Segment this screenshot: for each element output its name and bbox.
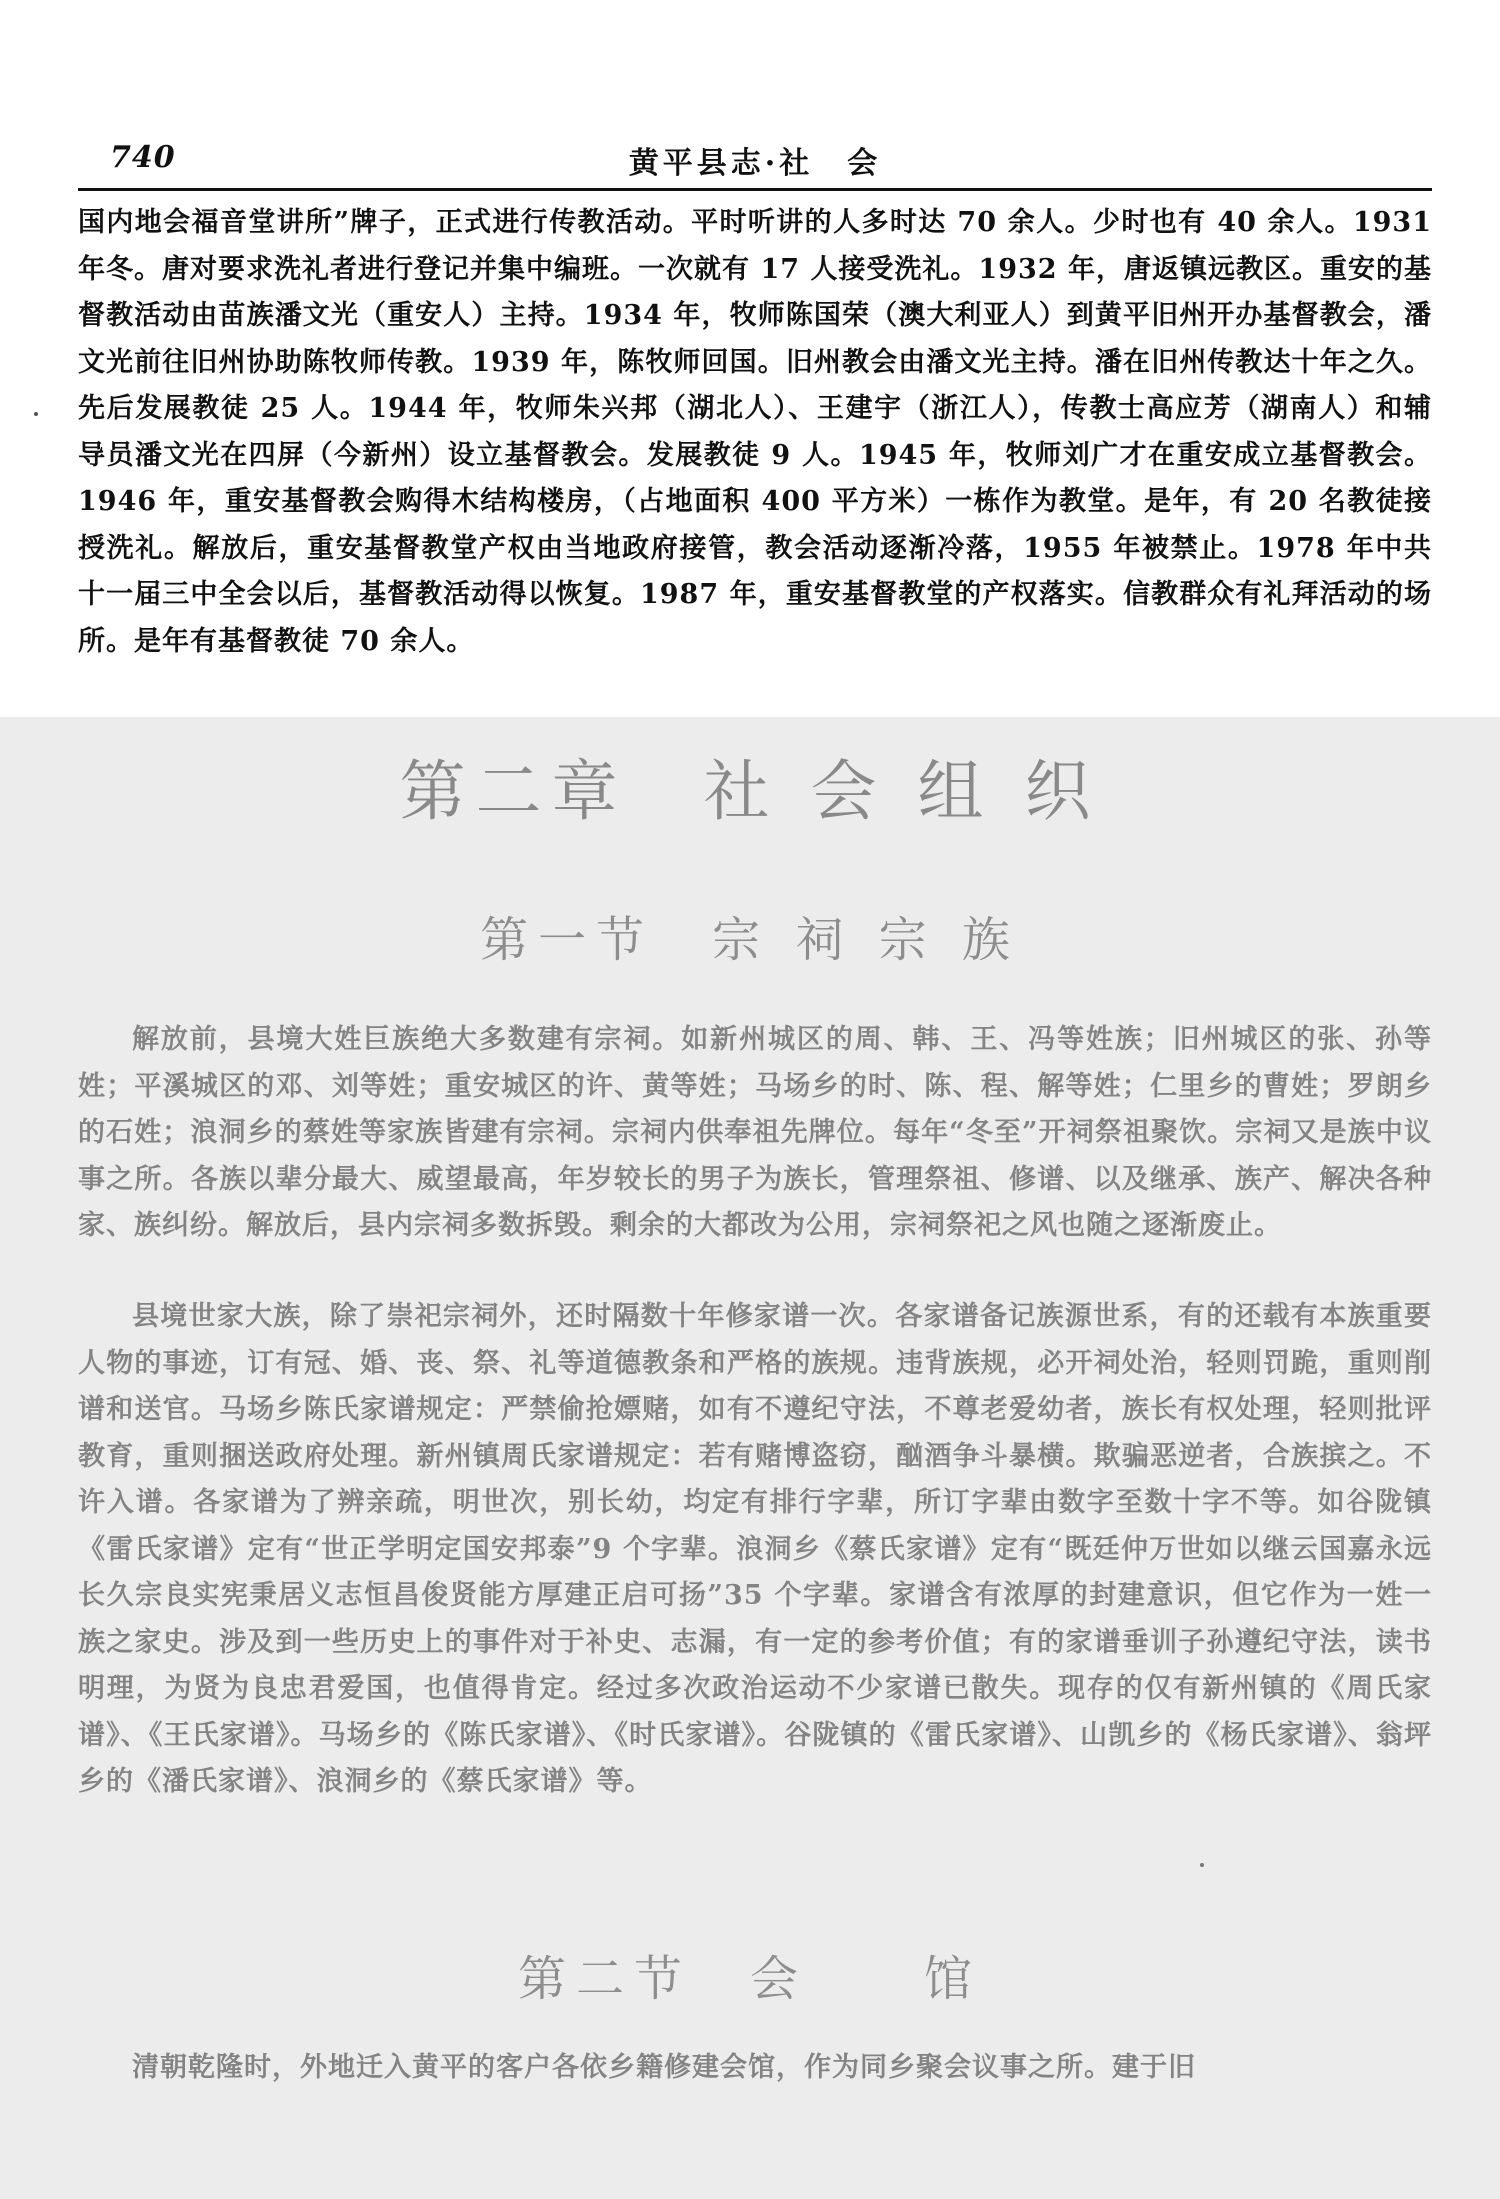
- top-paragraph: 国内地会福音堂讲所”牌子，正式进行传教活动。平时听讲的人多时达 70 余人。少时也有 40 余人。1931 年冬。唐对要求洗礼者进行登记并集中编班。一次就有 17 人接受洗礼。1932 年，唐返镇远教区。重安的基督教活动由苗族潘文光（重安人）主持。1934 年，牧师陈国荣（澳大利亚人）到黄平旧州开办基督教会，潘文光前往旧州协助陈牧师传教。1939 年，陈牧师回国。旧州教会由潘文光主持。潘在旧州传教达十年之久。先后发展教徒 25 人。1944 年，牧师朱兴邦（湖北人）、王建宇（浙江人），传教士高应芳（湖南人）和辅导员潘文光在四屏（今新州）设立基督教会。发展教徒 9 人。1945 年，牧师刘广才在重安成立基督教会。1946 年，重安基督教会购得木结构楼房，（占地面积 400 平方米）一栋作为教堂。是年，有 20 名教徒接授洗礼。解放后，重安基督教堂产权由当地政府接管，教会活动逐渐冷落，1955 年被禁止。1978 年中共十一届三中全会以后，基督教活动得以恢复。1987 年，重安基督教堂的产权落实。信教群众有礼拜活动的场所。是年有基督教徒 70 余人。: [78, 207, 1432, 657]
- faded-region: [0, 717, 1500, 2199]
- top-text-block: [78, 200, 1432, 665]
- page-header: [78, 138, 1432, 188]
- running-title: 黄平县志·社 会: [628, 146, 882, 181]
- section-title-guild-halls: 第二节 会 馆: [517, 1951, 982, 2007]
- section-one-paragraph-1: 解放前，县境大姓巨族绝大多数建有宗祠。如新州城区的周、韩、王、冯等姓族；旧州城区的张、孙等姓；平溪城区的邓、刘等姓；重安城区的许、黄等姓；马场乡的时、陈、程、解等姓；仁里乡的曹姓；罗朗乡的石姓；浪洞乡的蔡姓等家族皆建有宗祠。宗祠内供奉祖先牌位。每年“冬至”开祠祭祖聚饮。宗祠又是族中议事之所。各族以辈分最大、威望最高，年岁较长的男子为族长，管理祭祖、修谱、以及继承、族产、解决各种家、族纠纷。解放后，县内宗祠多数拆毁。剩余的大都改为公用，宗祠祭祀之风也随之逐渐废止。: [78, 1024, 1432, 1241]
- page-number: 740: [110, 140, 176, 175]
- section-one-paragraph-2: 县境世家大族，除了崇祀宗祠外，还时隔数十年修家谱一次。各家谱备记族源世系，有的还载有本族重要人物的事迹，订有冠、婚、丧、祭、礼等道德教条和严格的族规。违背族规，必开祠处治，轻则罚跪，重则削谱和送官。马场乡陈氏家谱规定：严禁偷抢嫖赌，如有不遵纪守法，不尊老爱幼者，族长有权处理，轻则批评教育，重则捆送政府处理。新州镇周氏家谱规定：若有赌博盗窃，酗酒争斗暴横。欺骗恶逆者，合族摈之。不许入谱。各家谱为了辨亲疏，明世次，别长幼，均定有排行字辈，所订字辈由数字至数十字不等。如谷陇镇《雷氏家谱》定有“世正学明定国安邦泰”9 个字辈。浪洞乡《蔡氏家谱》定有“既廷仲万世如以继云国嘉永远长久宗良实宪秉居义志恒昌俊贤能方厚建正启可扬”35 个字辈。家谱含有浓厚的封建意识，但它作为一姓一族之家史。涉及到一些历史上的事件对于补史、志漏，有一定的参考价值；有的家谱垂训子孙遵纪守法，读书明理，为贤为良忠君爱国，也值得肯定。经过多次政治运动不少家谱已散失。现存的仅有新州镇的《周氏家谱》、《王氏家谱》。马场乡的《陈氏家谱》、《时氏家谱》。谷陇镇的《雷氏家谱》、山凯乡的《杨氏家谱》、翁坪乡的《潘氏家谱》、浪洞乡的《蔡氏家谱》等。: [78, 1301, 1432, 1797]
- scan-speck: [34, 412, 38, 416]
- header-rule: [78, 188, 1432, 191]
- chapter-title: 第二章 社 会 组 织: [399, 753, 1101, 830]
- scan-speck: [1200, 1863, 1204, 1867]
- section-two-paragraph-1: 清朝乾隆时，外地迁入黄平的客户各依乡籍修建会馆，作为同乡聚会议事之所。建于旧: [132, 2052, 1196, 2083]
- section-title-lineage-halls: 第一节 宗 祠 宗 族: [480, 912, 1020, 968]
